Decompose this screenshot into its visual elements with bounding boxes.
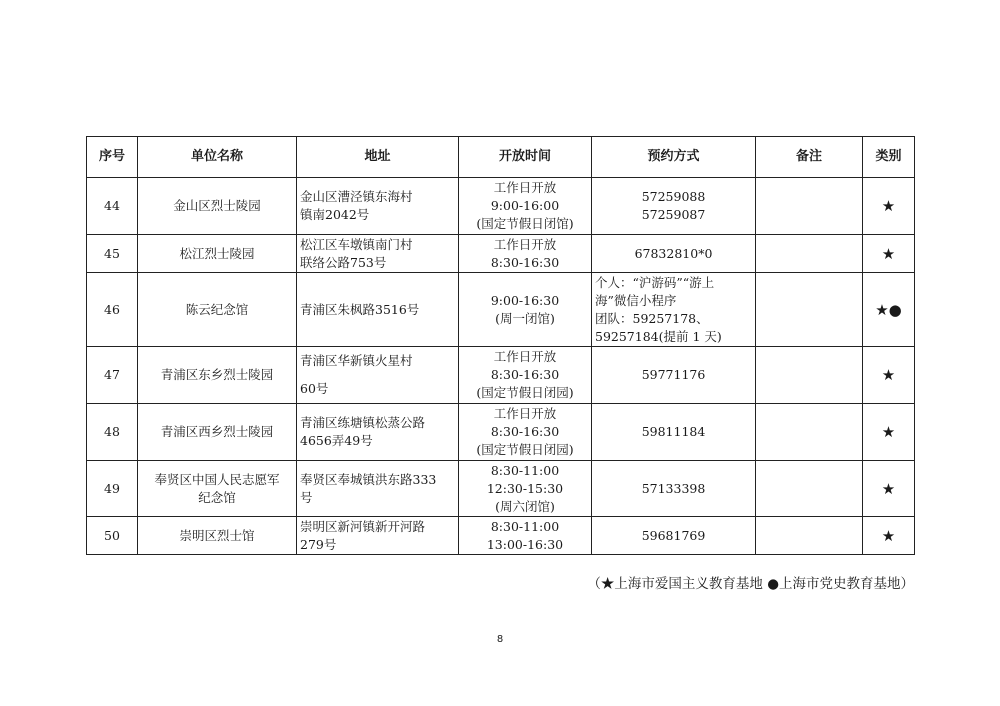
booking-method (592, 517, 756, 555)
hours-line: 工作日开放 (493, 406, 557, 421)
address-line: 279号 (300, 536, 337, 552)
site-name (138, 273, 297, 347)
table-row (87, 347, 915, 404)
hours-line: 工作日开放 (493, 236, 557, 252)
booking-line: 59811184 (641, 424, 706, 439)
row-number: 47 (87, 347, 138, 404)
remark-cell (756, 404, 863, 461)
remark-cell (756, 517, 863, 555)
booking-line: 59257184(提前 1 天) (595, 328, 722, 344)
table-row (87, 273, 915, 347)
opening-hours (459, 404, 592, 461)
table-row (87, 461, 915, 517)
site-name (138, 235, 297, 273)
remark-cell (756, 178, 863, 235)
site-name (138, 178, 297, 235)
hours-line: (国定节假日闭园) (476, 385, 574, 400)
hours-line: 工作日开放 (493, 180, 557, 195)
category-mark: ★ (863, 517, 915, 555)
site-name (138, 517, 297, 555)
opening-hours (459, 273, 592, 347)
site-address (297, 517, 459, 555)
category-legend: （★上海市爱国主义教育基地 ●上海市党史教育基地） (587, 576, 914, 592)
remark-cell (756, 347, 863, 404)
booking-line: 团队：59257178、 (595, 310, 709, 326)
remark-cell (756, 235, 863, 273)
header-cell-name: 单位名称 (138, 137, 297, 178)
booking-method (592, 273, 756, 347)
opening-hours (459, 178, 592, 235)
hours-line: 工作日开放 (493, 349, 557, 364)
header-cell-hours: 开放时间 (459, 137, 592, 178)
address-line: 金山区漕泾镇东海村 (300, 189, 413, 204)
address-line: 4656弄49号 (300, 433, 373, 448)
header-cell-no: 序号 (87, 137, 138, 178)
site-address (297, 235, 459, 273)
hours-line: 13:00-16:30 (486, 536, 564, 552)
site-name-line: 陈云纪念馆 (185, 301, 249, 317)
category-mark: ★ (863, 235, 915, 273)
booking-line: 57259088 (641, 189, 706, 204)
site-name-line: 松江烈士陵园 (179, 245, 255, 261)
site-address (297, 347, 459, 404)
row-number: 50 (87, 517, 138, 555)
header-cell-booking: 预约方式 (592, 137, 756, 178)
site-name-line: 青浦区东乡烈士陵园 (160, 367, 274, 382)
address-line: 联络公路753号 (300, 254, 387, 270)
header-cell-address: 地址 (297, 137, 459, 178)
booking-method (592, 178, 756, 235)
booking-method (592, 461, 756, 517)
remark-cell (756, 461, 863, 517)
header-cell-remark: 备注 (756, 137, 863, 178)
hours-line: 8:30-11:00 (490, 518, 560, 534)
booking-method (592, 404, 756, 461)
address-line: 崇明区新河镇新开河路 (300, 518, 426, 534)
booking-line: 个人：“沪游码”“游上 (595, 274, 715, 290)
hours-line: 9:00-16:00 (490, 198, 560, 213)
table-header-row (87, 137, 915, 178)
site-name-line: 纪念馆 (198, 489, 236, 505)
site-name-line: 奉贤区中国人民志愿军 (154, 471, 280, 487)
address-line: 青浦区华新镇火星村 (300, 353, 413, 368)
hours-line: (国定节假日闭园) (476, 442, 574, 457)
opening-hours (459, 235, 592, 273)
site-address (297, 461, 459, 517)
opening-hours (459, 347, 592, 404)
address-line: 号 (300, 489, 313, 505)
category-mark: ★ (863, 461, 915, 517)
address-line: 镇南2042号 (300, 207, 370, 222)
hours-line: (周六闭馆) (495, 498, 555, 514)
hours-line: (国定节假日闭馆) (476, 216, 574, 231)
booking-method (592, 235, 756, 273)
booking-line: 59771176 (641, 367, 706, 382)
booking-line: 57133398 (641, 480, 706, 496)
remark-cell (756, 273, 863, 347)
category-mark: ★ (863, 178, 915, 235)
address-line: 60号 (300, 381, 329, 396)
site-name-line: 崇明区烈士馆 (179, 527, 255, 543)
table-row (87, 178, 915, 235)
site-address (297, 404, 459, 461)
site-name (138, 347, 297, 404)
hours-line: 9:00-16:30 (490, 292, 560, 308)
site-name (138, 461, 297, 517)
opening-hours (459, 517, 592, 555)
table-row (87, 235, 915, 273)
category-mark: ★● (863, 273, 915, 347)
row-number: 46 (87, 273, 138, 347)
table-row (87, 404, 915, 461)
hours-line: (周一闭馆) (495, 310, 555, 326)
hours-line: 12:30-15:30 (486, 480, 564, 496)
hours-line: 8:30-11:00 (490, 462, 560, 478)
booking-line: 海”微信小程序 (595, 292, 677, 308)
booking-line: 57259087 (641, 207, 706, 222)
category-mark: ★ (863, 404, 915, 461)
booking-line: 67832810*0 (634, 245, 713, 261)
row-number: 49 (87, 461, 138, 517)
row-number: 44 (87, 178, 138, 235)
site-name-line: 青浦区西乡烈士陵园 (160, 424, 274, 439)
hours-line: 8:30-16:30 (490, 424, 560, 439)
hours-line: 8:30-16:30 (490, 254, 560, 270)
site-name (138, 404, 297, 461)
page-number: 8 (496, 634, 504, 645)
hours-line: 8:30-16:30 (490, 367, 560, 382)
site-name-line: 金山区烈士陵园 (173, 198, 261, 213)
site-address (297, 273, 459, 347)
address-line: 奉贤区奉城镇洪东路333 (300, 471, 437, 487)
header-cell-category: 类别 (863, 137, 915, 178)
category-mark: ★ (863, 347, 915, 404)
site-table (86, 136, 915, 555)
address-line: 青浦区朱枫路3516号 (300, 301, 420, 317)
address-line: 青浦区练塘镇松蒸公路 (300, 415, 426, 430)
booking-line: 59681769 (641, 527, 706, 543)
site-address (297, 178, 459, 235)
row-number: 48 (87, 404, 138, 461)
row-number: 45 (87, 235, 138, 273)
opening-hours (459, 461, 592, 517)
address-line: 松江区车墩镇南门村 (300, 236, 413, 252)
table-row (87, 517, 915, 555)
booking-method (592, 347, 756, 404)
